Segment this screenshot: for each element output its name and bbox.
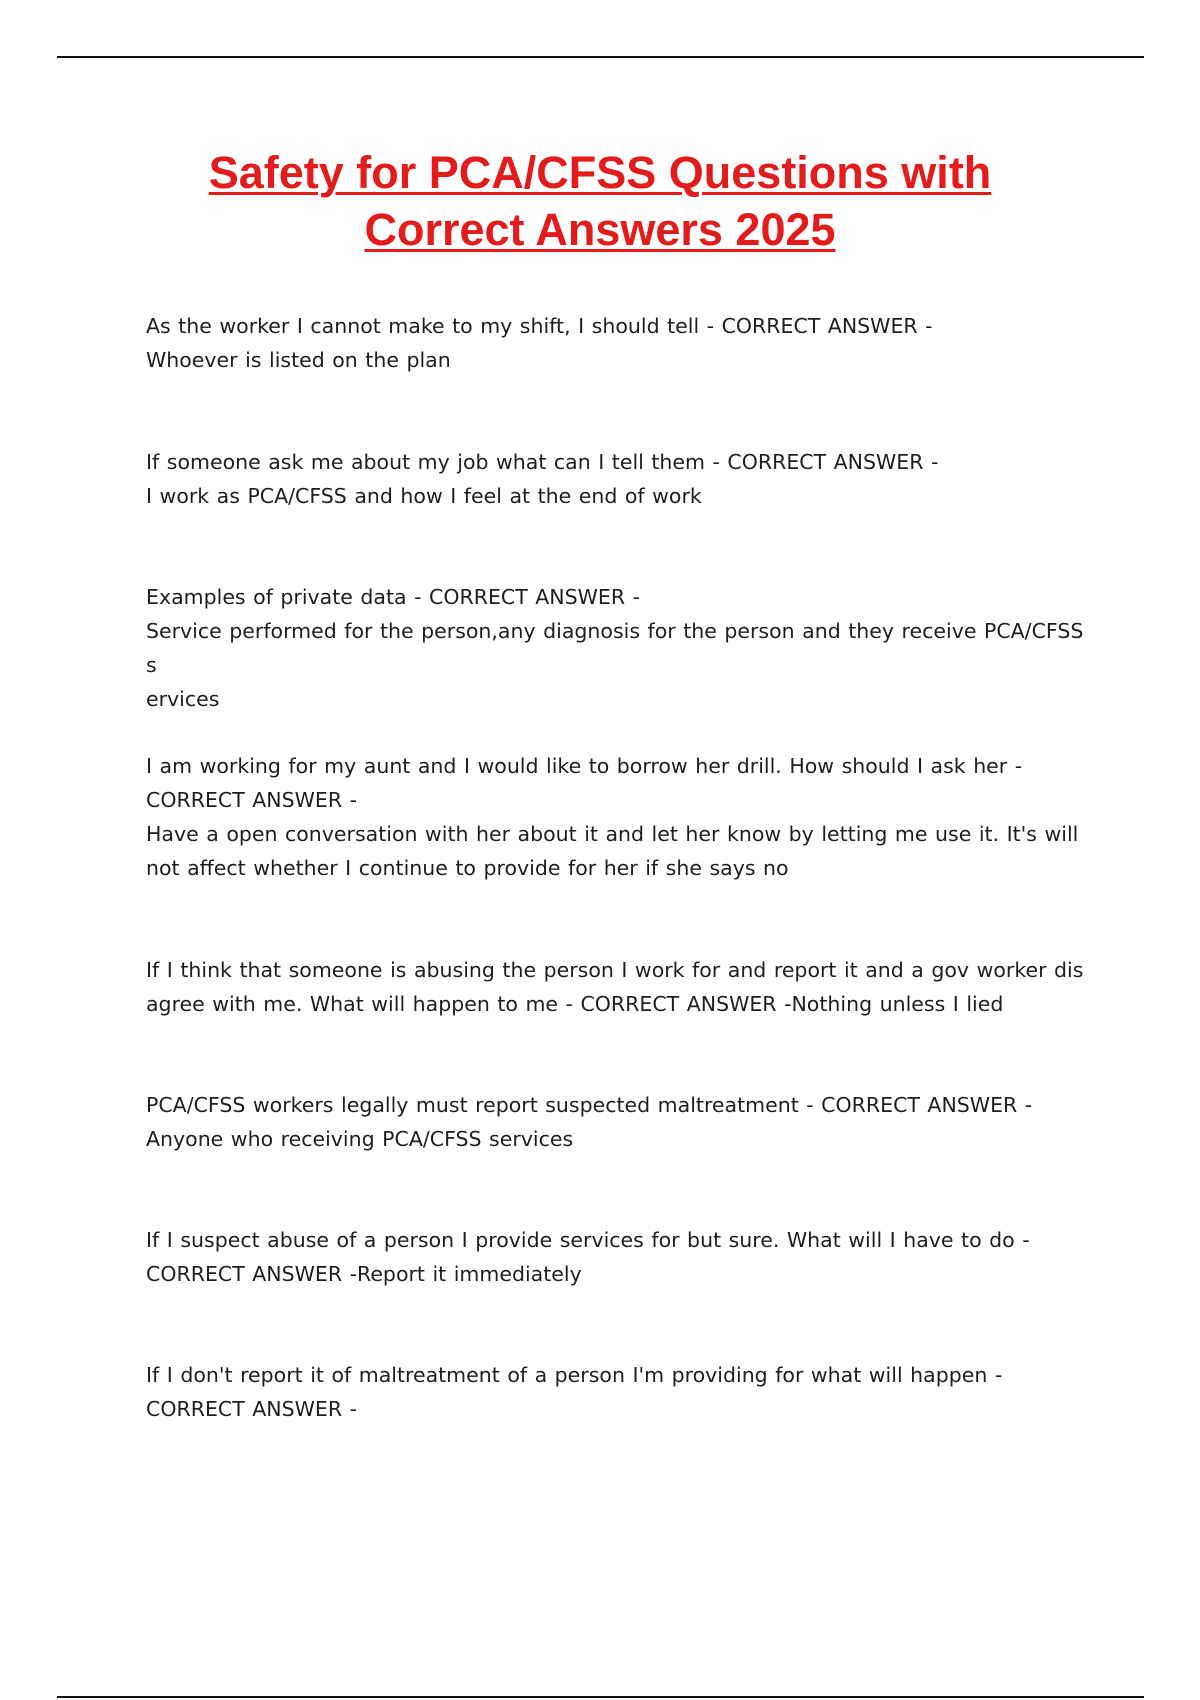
question-text: Examples of private data - CORRECT ANSWER -	[146, 585, 641, 609]
bottom-rule	[57, 1696, 1144, 1698]
qa-item-7	[146, 1223, 1086, 1291]
question-text: If I suspect abuse of a person I provide services for but sure. What will I have to do - CORRECT ANSWER -Report it immediately	[146, 1228, 1030, 1286]
top-rule	[57, 56, 1144, 58]
qa-item-5	[146, 953, 1086, 1021]
title-line-2: Correct Answers 2025	[364, 204, 836, 255]
answer-text: I work as PCA/CFSS and how I feel at the end of work	[146, 484, 702, 508]
qa-item-6	[146, 1088, 1086, 1156]
qa-item-8	[146, 1358, 1086, 1426]
answer-text: Have a open conversation with her about it and let her know by letting me use it. It's will not affect whether I continue to provide for her if she says no	[146, 822, 1079, 880]
qa-item-2	[146, 445, 1086, 513]
question-text: I am working for my aunt and I would like to borrow her drill. How should I ask her - CORRECT ANSWER -	[146, 754, 1023, 812]
answer-text: Whoever is listed on the plan	[146, 348, 451, 372]
qa-item-1	[146, 309, 1086, 377]
qa-item-4	[146, 749, 1086, 885]
answer-text: Service performed for the person,any diagnosis for the person and they receive PCA/CFSS s ervices	[146, 619, 1084, 711]
question-text: As the worker I cannot make to my shift, I should tell - CORRECT ANSWER -	[146, 314, 933, 338]
question-text: PCA/CFSS workers legally must report suspected maltreatment - CORRECT ANSWER -	[146, 1093, 1033, 1117]
question-text: If someone ask me about my job what can I tell them - CORRECT ANSWER -	[146, 450, 939, 474]
question-text: If I don't report it of maltreatment of a person I'm providing for what will happen - CORRECT ANSWER -	[146, 1363, 1003, 1421]
document-title	[100, 144, 1100, 258]
qa-item-3	[146, 580, 1086, 716]
answer-text: Anyone who receiving PCA/CFSS services	[146, 1127, 574, 1151]
title-line-1: Safety for PCA/CFSS Questions with	[208, 147, 992, 198]
question-text: If I think that someone is abusing the person I work for and report it and a gov worker dis agree with me. What will happen to me - CORRECT ANSWER -Nothing unless I lied	[146, 958, 1084, 1016]
